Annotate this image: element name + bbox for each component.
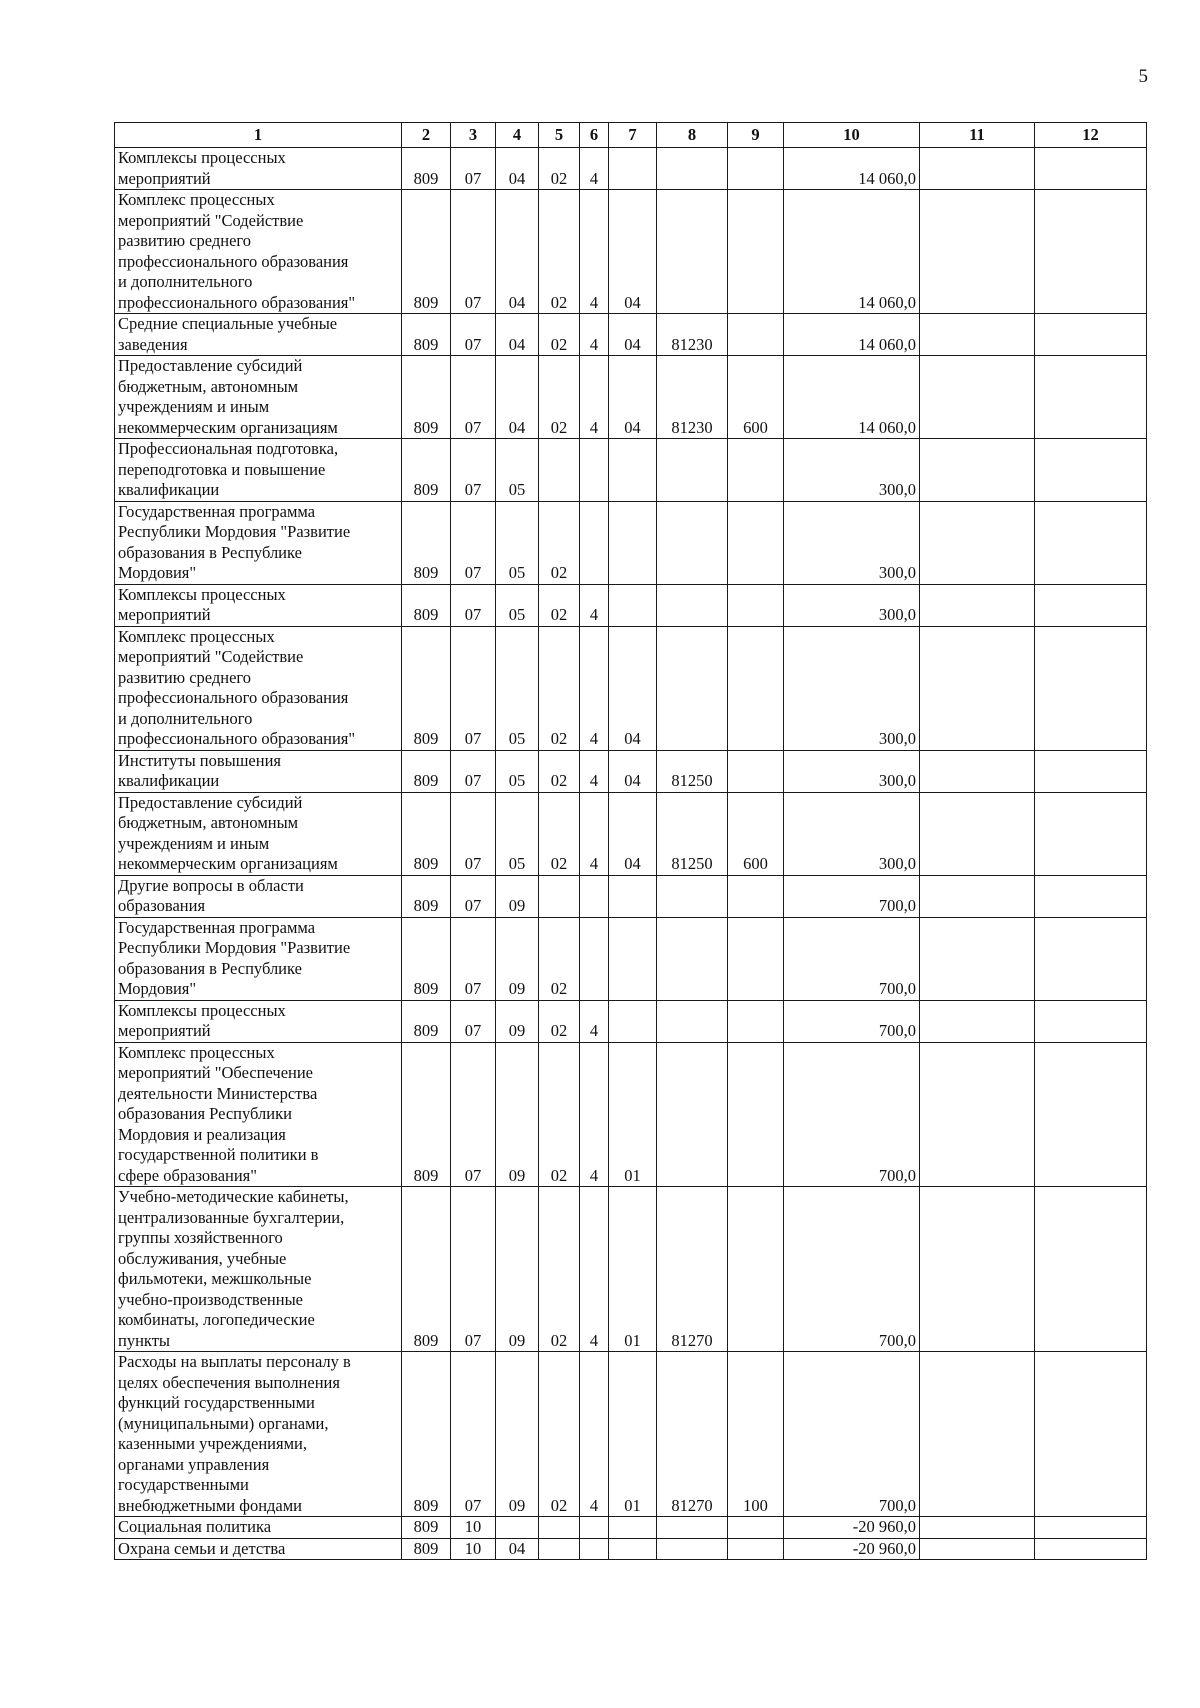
column-header-2: 2 xyxy=(402,123,451,148)
cell-program-type-code: 4 xyxy=(580,626,609,750)
cell-name: Комплекс процессных мероприятий "Обеспечение деятельности Министерства образования Республики Мордовия и реализация государственной политики в сфере образования" xyxy=(115,1042,402,1187)
cell-complex-code xyxy=(609,1538,657,1560)
cell-complex-code: 04 xyxy=(609,314,657,356)
cell-section-code: 07 xyxy=(451,1000,496,1042)
cell-program-code: 02 xyxy=(539,1000,580,1042)
table-row xyxy=(115,792,1147,875)
table-row xyxy=(115,190,1147,314)
cell-ministry-code: 809 xyxy=(402,314,451,356)
cell-amount: 14 060,0 xyxy=(784,314,920,356)
cell-program-code xyxy=(539,1517,580,1539)
cell-amount: -20 960,0 xyxy=(784,1517,920,1539)
cell-complex-code: 04 xyxy=(609,750,657,792)
cell-ministry-code: 809 xyxy=(402,875,451,917)
cell-amount: 14 060,0 xyxy=(784,356,920,439)
cell-amount: 300,0 xyxy=(784,792,920,875)
cell-column-12 xyxy=(1035,439,1147,502)
cell-program-type-code: 4 xyxy=(580,1000,609,1042)
cell-direction-code xyxy=(657,501,728,584)
cell-ministry-code: 809 xyxy=(402,1000,451,1042)
cell-expense-type-code xyxy=(728,1538,784,1560)
cell-section-code: 10 xyxy=(451,1517,496,1539)
cell-name: Комплекс процессных мероприятий "Содействие развитию среднего профессионального образования и дополнительного профессионального образования" xyxy=(115,626,402,750)
cell-column-12 xyxy=(1035,501,1147,584)
cell-direction-code xyxy=(657,875,728,917)
cell-column-11 xyxy=(920,314,1035,356)
table-row xyxy=(115,356,1147,439)
cell-expense-type-code xyxy=(728,626,784,750)
cell-program-type-code xyxy=(580,439,609,502)
cell-section-code: 07 xyxy=(451,314,496,356)
column-header-5: 5 xyxy=(539,123,580,148)
cell-column-12 xyxy=(1035,626,1147,750)
cell-ministry-code: 809 xyxy=(402,584,451,626)
cell-ministry-code: 809 xyxy=(402,1538,451,1560)
cell-amount: 300,0 xyxy=(784,501,920,584)
cell-expense-type-code xyxy=(728,750,784,792)
cell-subsection-code: 09 xyxy=(496,1352,539,1517)
cell-subsection-code: 04 xyxy=(496,314,539,356)
cell-amount: 300,0 xyxy=(784,439,920,502)
cell-section-code: 07 xyxy=(451,1352,496,1517)
cell-complex-code xyxy=(609,1000,657,1042)
cell-amount: 700,0 xyxy=(784,1187,920,1352)
cell-program-code: 02 xyxy=(539,1187,580,1352)
cell-column-12 xyxy=(1035,314,1147,356)
cell-section-code: 10 xyxy=(451,1538,496,1560)
cell-amount: 700,0 xyxy=(784,917,920,1000)
cell-name: Государственная программа Республики Мордовия "Развитие образования в Республике Мордовия" xyxy=(115,917,402,1000)
table-row xyxy=(115,501,1147,584)
cell-program-code: 02 xyxy=(539,1352,580,1517)
cell-column-12 xyxy=(1035,148,1147,190)
cell-section-code: 07 xyxy=(451,1187,496,1352)
cell-complex-code: 04 xyxy=(609,190,657,314)
cell-column-11 xyxy=(920,1187,1035,1352)
cell-direction-code xyxy=(657,917,728,1000)
cell-program-type-code xyxy=(580,875,609,917)
cell-name: Комплексы процессных мероприятий xyxy=(115,148,402,190)
cell-direction-code xyxy=(657,190,728,314)
cell-program-type-code: 4 xyxy=(580,190,609,314)
table-row xyxy=(115,1538,1147,1560)
cell-column-12 xyxy=(1035,875,1147,917)
cell-subsection-code: 04 xyxy=(496,1538,539,1560)
cell-direction-code xyxy=(657,1538,728,1560)
table-row xyxy=(115,875,1147,917)
cell-direction-code xyxy=(657,1000,728,1042)
cell-direction-code xyxy=(657,626,728,750)
cell-section-code: 07 xyxy=(451,439,496,502)
column-header-1: 1 xyxy=(115,123,402,148)
cell-direction-code xyxy=(657,1517,728,1539)
cell-subsection-code: 09 xyxy=(496,1042,539,1187)
cell-column-11 xyxy=(920,584,1035,626)
cell-complex-code: 04 xyxy=(609,792,657,875)
cell-column-11 xyxy=(920,1000,1035,1042)
cell-subsection-code: 05 xyxy=(496,750,539,792)
header-row xyxy=(115,123,1147,148)
cell-section-code: 07 xyxy=(451,875,496,917)
cell-ministry-code: 809 xyxy=(402,1042,451,1187)
cell-complex-code: 01 xyxy=(609,1187,657,1352)
cell-name: Комплексы процессных мероприятий xyxy=(115,584,402,626)
cell-expense-type-code xyxy=(728,501,784,584)
cell-name: Комплекс процессных мероприятий "Содействие развитию среднего профессионального образования и дополнительного профессионального образования" xyxy=(115,190,402,314)
cell-column-11 xyxy=(920,439,1035,502)
cell-direction-code xyxy=(657,584,728,626)
cell-program-type-code: 4 xyxy=(580,356,609,439)
cell-amount: 700,0 xyxy=(784,875,920,917)
cell-section-code: 07 xyxy=(451,356,496,439)
cell-column-12 xyxy=(1035,917,1147,1000)
cell-amount: 300,0 xyxy=(784,584,920,626)
column-header-3: 3 xyxy=(451,123,496,148)
table-row xyxy=(115,1000,1147,1042)
cell-subsection-code: 04 xyxy=(496,356,539,439)
cell-column-12 xyxy=(1035,1352,1147,1517)
cell-column-12 xyxy=(1035,1000,1147,1042)
cell-ministry-code: 809 xyxy=(402,439,451,502)
cell-column-11 xyxy=(920,626,1035,750)
cell-column-11 xyxy=(920,1352,1035,1517)
cell-direction-code xyxy=(657,148,728,190)
cell-amount: 700,0 xyxy=(784,1352,920,1517)
cell-ministry-code: 809 xyxy=(402,148,451,190)
cell-direction-code xyxy=(657,1042,728,1187)
cell-program-type-code: 4 xyxy=(580,314,609,356)
cell-program-code: 02 xyxy=(539,190,580,314)
cell-section-code: 07 xyxy=(451,792,496,875)
cell-program-code: 02 xyxy=(539,501,580,584)
cell-name: Комплексы процессных мероприятий xyxy=(115,1000,402,1042)
cell-name: Институты повышения квалификации xyxy=(115,750,402,792)
cell-section-code: 07 xyxy=(451,626,496,750)
table-row xyxy=(115,314,1147,356)
cell-column-11 xyxy=(920,190,1035,314)
cell-name: Государственная программа Республики Мордовия "Развитие образования в Республике Мордовия" xyxy=(115,501,402,584)
cell-column-11 xyxy=(920,875,1035,917)
cell-direction-code: 81250 xyxy=(657,750,728,792)
table-row xyxy=(115,1517,1147,1539)
cell-column-11 xyxy=(920,1538,1035,1560)
cell-program-code: 02 xyxy=(539,1042,580,1187)
cell-expense-type-code xyxy=(728,1042,784,1187)
cell-subsection-code: 09 xyxy=(496,917,539,1000)
cell-subsection-code: 05 xyxy=(496,501,539,584)
cell-program-type-code: 4 xyxy=(580,1042,609,1187)
cell-column-11 xyxy=(920,501,1035,584)
table-row xyxy=(115,584,1147,626)
cell-complex-code xyxy=(609,439,657,502)
table-row xyxy=(115,750,1147,792)
cell-expense-type-code xyxy=(728,148,784,190)
cell-column-11 xyxy=(920,356,1035,439)
cell-direction-code: 81230 xyxy=(657,356,728,439)
cell-section-code: 07 xyxy=(451,148,496,190)
cell-column-12 xyxy=(1035,1042,1147,1187)
cell-amount: 14 060,0 xyxy=(784,148,920,190)
cell-expense-type-code xyxy=(728,439,784,502)
cell-ministry-code: 809 xyxy=(402,356,451,439)
cell-complex-code xyxy=(609,917,657,1000)
cell-expense-type-code xyxy=(728,584,784,626)
cell-program-type-code: 4 xyxy=(580,148,609,190)
cell-program-type-code: 4 xyxy=(580,792,609,875)
cell-column-12 xyxy=(1035,792,1147,875)
cell-column-11 xyxy=(920,148,1035,190)
column-header-7: 7 xyxy=(609,123,657,148)
cell-name: Профессиональная подготовка, переподготовка и повышение квалификации xyxy=(115,439,402,502)
cell-subsection-code xyxy=(496,1517,539,1539)
cell-section-code: 07 xyxy=(451,1042,496,1187)
cell-complex-code: 04 xyxy=(609,626,657,750)
cell-column-12 xyxy=(1035,356,1147,439)
cell-program-code: 02 xyxy=(539,626,580,750)
cell-expense-type-code xyxy=(728,190,784,314)
cell-ministry-code: 809 xyxy=(402,626,451,750)
cell-program-type-code xyxy=(580,917,609,1000)
cell-direction-code xyxy=(657,439,728,502)
cell-column-11 xyxy=(920,792,1035,875)
cell-name: Другие вопросы в области образования xyxy=(115,875,402,917)
cell-column-12 xyxy=(1035,750,1147,792)
cell-expense-type-code xyxy=(728,1000,784,1042)
cell-amount: 700,0 xyxy=(784,1000,920,1042)
cell-ministry-code: 809 xyxy=(402,190,451,314)
cell-program-code: 02 xyxy=(539,356,580,439)
cell-subsection-code: 05 xyxy=(496,626,539,750)
cell-subsection-code: 05 xyxy=(496,584,539,626)
cell-program-type-code xyxy=(580,501,609,584)
cell-direction-code: 81250 xyxy=(657,792,728,875)
table-row xyxy=(115,1042,1147,1187)
cell-ministry-code: 809 xyxy=(402,750,451,792)
column-header-9: 9 xyxy=(728,123,784,148)
cell-amount: 700,0 xyxy=(784,1042,920,1187)
cell-program-code: 02 xyxy=(539,792,580,875)
column-header-8: 8 xyxy=(657,123,728,148)
cell-column-12 xyxy=(1035,190,1147,314)
cell-program-code: 02 xyxy=(539,314,580,356)
cell-subsection-code: 05 xyxy=(496,792,539,875)
cell-complex-code xyxy=(609,501,657,584)
cell-section-code: 07 xyxy=(451,584,496,626)
cell-program-code: 02 xyxy=(539,917,580,1000)
cell-section-code: 07 xyxy=(451,501,496,584)
table-row xyxy=(115,439,1147,502)
cell-name: Учебно-методические кабинеты, централизованные бухгалтерии, группы хозяйственного обслуживания, учебные фильмотеки, межшкольные учебно-производственные комбинаты, логопедические пункты xyxy=(115,1187,402,1352)
cell-amount: 300,0 xyxy=(784,626,920,750)
cell-expense-type-code xyxy=(728,917,784,1000)
cell-complex-code xyxy=(609,584,657,626)
cell-column-11 xyxy=(920,917,1035,1000)
column-header-11: 11 xyxy=(920,123,1035,148)
cell-program-code xyxy=(539,875,580,917)
cell-complex-code xyxy=(609,148,657,190)
cell-column-11 xyxy=(920,1517,1035,1539)
cell-program-type-code xyxy=(580,1517,609,1539)
cell-name: Предоставление субсидий бюджетным, автономным учреждениям и иным некоммерческим организациям xyxy=(115,356,402,439)
column-header-12: 12 xyxy=(1035,123,1147,148)
cell-subsection-code: 09 xyxy=(496,1000,539,1042)
cell-subsection-code: 04 xyxy=(496,148,539,190)
cell-ministry-code: 809 xyxy=(402,1187,451,1352)
cell-expense-type-code xyxy=(728,314,784,356)
cell-direction-code: 81270 xyxy=(657,1352,728,1517)
table-row xyxy=(115,626,1147,750)
cell-name: Средние специальные учебные заведения xyxy=(115,314,402,356)
cell-amount: 14 060,0 xyxy=(784,190,920,314)
column-header-6: 6 xyxy=(580,123,609,148)
cell-program-type-code: 4 xyxy=(580,584,609,626)
cell-subsection-code: 04 xyxy=(496,190,539,314)
table-row xyxy=(115,1352,1147,1517)
cell-program-code: 02 xyxy=(539,584,580,626)
cell-column-12 xyxy=(1035,584,1147,626)
budget-table xyxy=(114,122,1147,1560)
cell-program-code xyxy=(539,439,580,502)
cell-complex-code xyxy=(609,875,657,917)
cell-subsection-code: 09 xyxy=(496,875,539,917)
cell-expense-type-code xyxy=(728,1517,784,1539)
cell-program-code xyxy=(539,1538,580,1560)
cell-name: Охрана семьи и детства xyxy=(115,1538,402,1560)
cell-ministry-code: 809 xyxy=(402,1517,451,1539)
cell-subsection-code: 05 xyxy=(496,439,539,502)
cell-name: Расходы на выплаты персоналу в целях обеспечения выполнения функций государственными (муниципальными) органами, казенными учреждениями, органами управления государственными внебюджетными фондами xyxy=(115,1352,402,1517)
cell-name: Социальная политика xyxy=(115,1517,402,1539)
cell-direction-code: 81270 xyxy=(657,1187,728,1352)
cell-ministry-code: 809 xyxy=(402,792,451,875)
cell-subsection-code: 09 xyxy=(496,1187,539,1352)
cell-program-type-code: 4 xyxy=(580,750,609,792)
cell-ministry-code: 809 xyxy=(402,501,451,584)
cell-ministry-code: 809 xyxy=(402,1352,451,1517)
table-body xyxy=(115,148,1147,1560)
cell-expense-type-code: 100 xyxy=(728,1352,784,1517)
cell-section-code: 07 xyxy=(451,917,496,1000)
cell-section-code: 07 xyxy=(451,190,496,314)
table-row xyxy=(115,1187,1147,1352)
cell-amount: -20 960,0 xyxy=(784,1538,920,1560)
cell-ministry-code: 809 xyxy=(402,917,451,1000)
cell-column-12 xyxy=(1035,1538,1147,1560)
column-header-4: 4 xyxy=(496,123,539,148)
cell-expense-type-code xyxy=(728,1187,784,1352)
cell-complex-code: 04 xyxy=(609,356,657,439)
cell-complex-code: 01 xyxy=(609,1352,657,1517)
cell-column-11 xyxy=(920,750,1035,792)
cell-expense-type-code: 600 xyxy=(728,792,784,875)
cell-program-code: 02 xyxy=(539,148,580,190)
cell-column-12 xyxy=(1035,1517,1147,1539)
cell-amount: 300,0 xyxy=(784,750,920,792)
cell-expense-type-code: 600 xyxy=(728,356,784,439)
cell-column-11 xyxy=(920,1042,1035,1187)
table-row xyxy=(115,917,1147,1000)
cell-name: Предоставление субсидий бюджетным, автономным учреждениям и иным некоммерческим организациям xyxy=(115,792,402,875)
cell-complex-code xyxy=(609,1517,657,1539)
cell-program-type-code xyxy=(580,1538,609,1560)
cell-expense-type-code xyxy=(728,875,784,917)
column-header-10: 10 xyxy=(784,123,920,148)
cell-direction-code: 81230 xyxy=(657,314,728,356)
cell-section-code: 07 xyxy=(451,750,496,792)
cell-program-type-code: 4 xyxy=(580,1187,609,1352)
table-row xyxy=(115,148,1147,190)
cell-column-12 xyxy=(1035,1187,1147,1352)
cell-program-type-code: 4 xyxy=(580,1352,609,1517)
cell-complex-code: 01 xyxy=(609,1042,657,1187)
cell-program-code: 02 xyxy=(539,750,580,792)
page-number: 5 xyxy=(1138,66,1148,87)
